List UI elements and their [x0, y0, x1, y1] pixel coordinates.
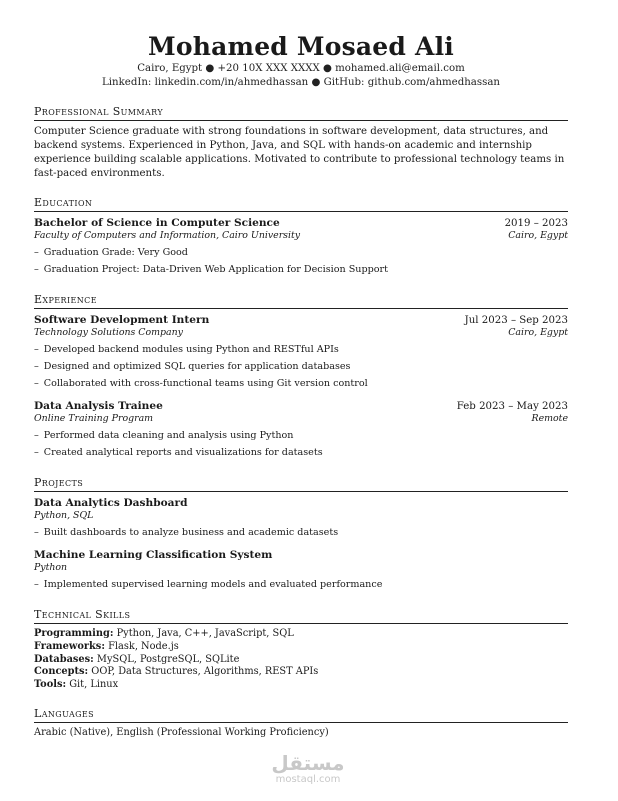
project-tech: Python, SQL: [34, 510, 94, 521]
list-item: – Collaborated with cross-functional teams using Git version control: [34, 375, 568, 392]
project-entry: [34, 497, 568, 541]
experience-section: [34, 292, 568, 461]
project-bullets: [34, 524, 568, 541]
skill-label: Programming:: [34, 628, 114, 639]
experience-title: Experience: [34, 292, 568, 309]
summary-title: Professional Summary: [34, 104, 568, 121]
languages-section: [34, 706, 568, 738]
languages-text: Arabic (Native), English (Professional Working Proficiency): [34, 726, 329, 738]
education-bullets: [34, 244, 568, 278]
skill-value: Python, Java, C++, JavaScript, SQL: [116, 628, 294, 639]
list-item: – Built dashboards to analyze business and academic datasets: [34, 524, 568, 541]
list-item: – Developed backend modules using Python and RESTful APIs: [34, 341, 568, 358]
job-location: Cairo, Egypt: [508, 327, 568, 338]
job-bullets: [34, 427, 568, 461]
job-dates: Jul 2023 – Sep 2023: [464, 315, 568, 326]
job-role: Data Analysis Trainee: [34, 400, 163, 412]
projects-section: [34, 475, 568, 593]
job-location: Remote: [531, 413, 568, 424]
candidate-name: Mohamed Mosaed Ali: [148, 32, 454, 61]
skill-label: Frameworks:: [34, 640, 105, 652]
education-entry: [34, 217, 568, 278]
list-item: – Graduation Project: Data-Driven Web Application for Decision Support: [34, 261, 568, 278]
skill-value: MySQL, PostgreSQL, SQLite: [96, 653, 240, 665]
education-title: Education: [34, 195, 568, 212]
project-name: Data Analytics Dashboard: [34, 497, 188, 509]
skill-label: Databases:: [34, 653, 94, 665]
skills-section: [34, 607, 568, 692]
education-section: [34, 195, 568, 278]
watermark-latin: mostaql.com: [275, 774, 341, 785]
projects-title: Projects: [34, 475, 568, 492]
job-entry: [34, 400, 568, 461]
contact-line-1: Cairo, Egypt ● +20 10X XXX XXXX ● mohamed.ali@email.com: [137, 63, 465, 74]
contact-line-2: LinkedIn: linkedin.com/in/ahmedhassan ● GitHub: github.com/ahmedhassan: [102, 77, 500, 88]
project-bullets: [34, 576, 568, 593]
summary-section: [34, 104, 568, 181]
mostaql-watermark: [268, 752, 348, 785]
skills-title: Technical Skills: [34, 607, 568, 624]
job-company: Technology Solutions Company: [34, 327, 183, 338]
job-company: Online Training Program: [34, 413, 154, 424]
skill-label: Concepts:: [34, 666, 89, 678]
skill-line: [34, 641, 568, 654]
watermark-arabic: مستقل: [271, 751, 345, 775]
project-name: Machine Learning Classification System: [34, 549, 273, 561]
degree: Bachelor of Science in Computer Science: [34, 217, 280, 229]
skill-line: [34, 654, 568, 667]
list-item: – Implemented supervised learning models and evaluated performance: [34, 576, 568, 593]
skill-value: OOP, Data Structures, Algorithms, REST APIs: [91, 666, 319, 678]
skill-line: [34, 679, 568, 692]
skill-value: Git, Linux: [69, 679, 119, 691]
skill-line: [34, 666, 568, 679]
list-item: – Created analytical reports and visualizations for datasets: [34, 444, 568, 461]
job-bullets: [34, 341, 568, 392]
job-dates: Feb 2023 – May 2023: [456, 401, 568, 412]
languages-title: Languages: [34, 706, 568, 723]
skill-value: Flask, Node.js: [108, 640, 179, 652]
job-entry: [34, 314, 568, 392]
project-entry: [34, 549, 568, 593]
summary-text: Computer Science graduate with strong foundations in software development, data structures, and backend systems. Experienced in Python, Java, and SQL with hands-on academic and internship experience building scalable applications. Motivated to contribute to professional technology teams in fast-paced environments.: [34, 126, 565, 179]
institution: Faculty of Computers and Information, Cairo University: [34, 230, 301, 241]
resume-page: [34, 32, 568, 738]
education-location: Cairo, Egypt: [508, 230, 568, 241]
project-tech: Python: [34, 562, 68, 573]
skill-label: Tools:: [34, 679, 67, 691]
list-item: – Designed and optimized SQL queries for application databases: [34, 358, 568, 375]
list-item: – Performed data cleaning and analysis using Python: [34, 427, 568, 444]
list-item: – Graduation Grade: Very Good: [34, 244, 568, 261]
job-role: Software Development Intern: [34, 314, 210, 326]
skill-line: [34, 628, 568, 641]
education-dates: 2019 – 2023: [504, 218, 568, 229]
